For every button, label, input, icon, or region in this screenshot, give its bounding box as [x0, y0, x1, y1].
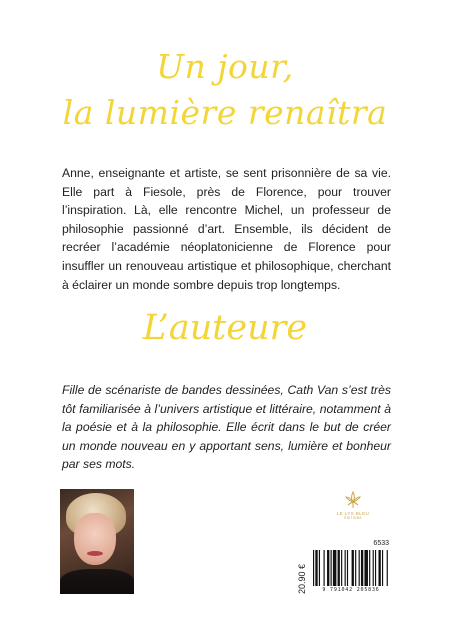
barcode-bar — [319, 550, 320, 586]
publisher-name: LE LYS BLEU — [336, 511, 370, 516]
barcode-bar — [382, 550, 383, 586]
author-photo — [60, 489, 134, 594]
author-bio: Fille de scénariste de bandes dessinées, Cath Van s’est très tôt familiarisée à l’univers artistique et littéraire, notamment à la poésie et à la philosophie. Elle écrit dans le but de créer un monde nouveau en y apportant sens, lumière et bonheur par ses mots. — [62, 383, 391, 472]
barcode-bar — [364, 550, 368, 586]
barcode-bar — [341, 550, 342, 586]
author-photo-lips — [87, 551, 103, 556]
barcode-bar — [378, 550, 380, 586]
barcode-bar — [324, 550, 325, 586]
barcode-area — [295, 540, 391, 596]
barcode-bar — [315, 550, 317, 586]
barcode-bar — [347, 550, 348, 586]
book-title-line-1: Un jour, — [156, 47, 294, 86]
barcode-bar — [369, 550, 370, 586]
barcode-bar — [345, 550, 346, 586]
book-title-line-2: la lumière renaîtra — [62, 93, 388, 132]
barcode-bar — [355, 550, 356, 586]
barcode-bar — [331, 550, 332, 586]
barcode-bar — [338, 550, 340, 586]
barcode-bars — [313, 550, 389, 586]
isbn-digits: 9 791042 205836 — [322, 587, 380, 593]
barcode-bar — [375, 550, 376, 586]
publisher-logo — [331, 490, 375, 520]
author-photo-face — [74, 513, 116, 565]
barcode-bar — [333, 550, 337, 586]
barcode-bar — [387, 550, 388, 586]
barcode-bar — [361, 550, 363, 586]
barcode-code: 6533 — [373, 540, 389, 547]
barcode-bar — [359, 550, 360, 586]
synopsis-text: Anne, enseignante et artiste, se sent prisonnière de sa vie. Elle part à Fiesole, près de Florence, pour trouver l’inspiration. Là, elle rencontre Michel, un professeur de philosophie passionné d’art. Ensemble, ils décident de recréer l’académie néoplatonicienne de Florence pour insuffler un renouveau artistique et philosophique, cherchant à éclairer un monde sombre depuis trop longtemps. — [62, 166, 391, 292]
lily-icon — [342, 490, 364, 510]
barcode-bar — [327, 550, 329, 586]
publisher-sub: ÉDITIONS — [344, 516, 362, 520]
author-heading: L’auteure — [142, 308, 308, 348]
barcode-bar — [373, 550, 374, 586]
price-label: 20.90 € — [297, 563, 307, 594]
barcode-bar — [313, 550, 314, 586]
author-photo-collar — [60, 569, 134, 594]
barcode-bar — [352, 550, 354, 586]
